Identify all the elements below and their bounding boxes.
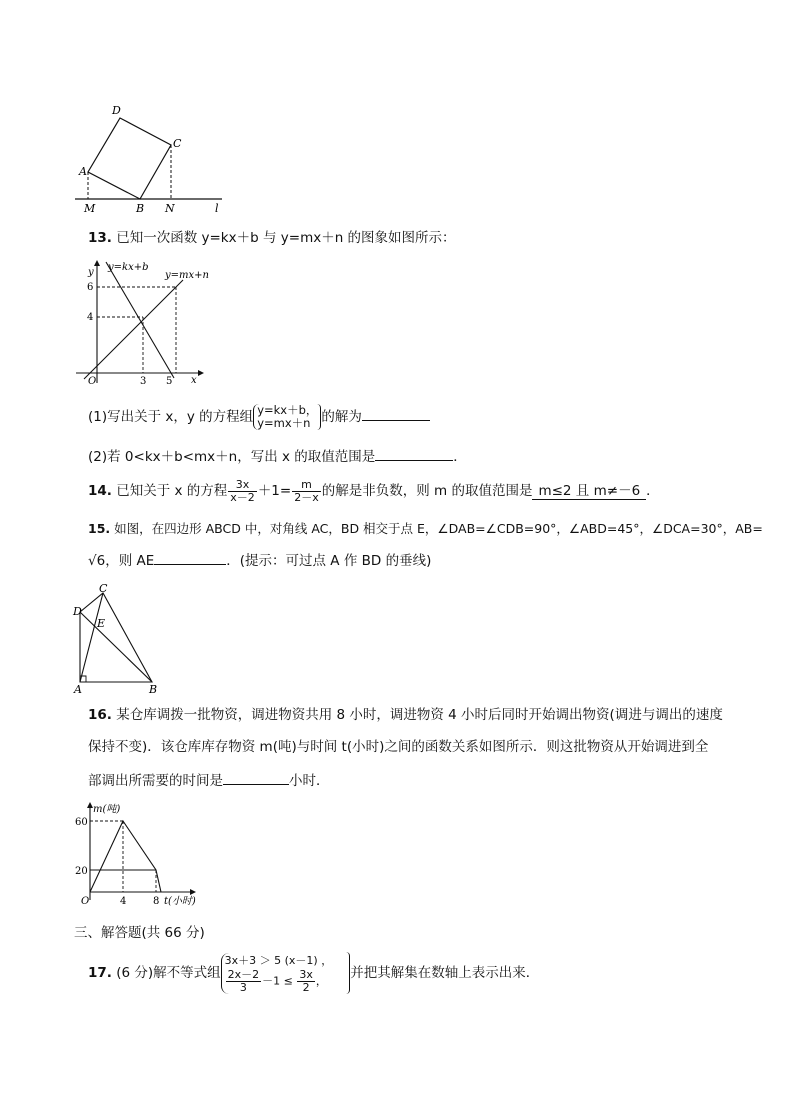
q17-number: 17. <box>88 965 112 981</box>
q13-part2-end: ． <box>453 449 467 465</box>
y-axis-label: m(吨) <box>93 804 121 815</box>
q13-part1-suffix: 的解为 <box>321 409 362 425</box>
label-B: B <box>136 202 145 215</box>
q13-function-graph <box>70 258 210 388</box>
q14 <box>88 476 660 506</box>
q17-frac1-num: 2x－2 <box>227 967 260 981</box>
q17-ineq2 <box>225 969 333 994</box>
q14-pre: 已知关于 x 的方程 <box>116 483 228 499</box>
q16-line1 <box>88 706 723 724</box>
q17-system <box>221 953 333 994</box>
q14-fraction-2 <box>292 479 321 504</box>
x-axis-label: t(小时) <box>164 896 196 907</box>
label-y-mx-n: y=mx+n <box>165 270 209 281</box>
label-A: A <box>79 165 87 178</box>
q13-number: 13. <box>88 230 112 246</box>
label-C: C <box>99 582 108 595</box>
q13-stem-text: 已知一次函数 y=kx＋b 与 y=mx＋n 的图象如图所示： <box>116 230 456 246</box>
q17-frac2-den: 2 <box>302 980 310 994</box>
q13-system <box>253 404 317 430</box>
q16-line3-post: 小时． <box>289 773 330 789</box>
q13-eq2: y=mx＋n <box>257 416 311 430</box>
q13-part1-prefix: (1)写出关于 x，y 的方程组 <box>88 409 254 425</box>
q15-line2 <box>88 550 431 570</box>
label-D: D <box>73 605 82 618</box>
q16-stock-graph <box>70 800 205 910</box>
q14-frac1-den: x－2 <box>230 490 255 504</box>
q17-ineq2-end: ， <box>315 974 327 987</box>
label-C: C <box>173 137 182 150</box>
q14-frac2-den: 2－x <box>294 490 319 504</box>
x-tick-8: 8 <box>153 896 160 907</box>
q13-answer1-blank[interactable] <box>362 406 430 421</box>
q15-quadrilateral-diagram <box>70 582 170 694</box>
x-tick-4: 4 <box>120 896 127 907</box>
q15-line2-pre: √6，则 AE <box>88 553 155 569</box>
q17-frac2-num: 3x <box>299 967 313 981</box>
label-A: A <box>74 683 82 694</box>
q14-fraction-1 <box>228 479 257 504</box>
q17-ineq2-mid: －1 ≤ <box>262 974 293 987</box>
q17 <box>88 952 539 994</box>
q17-post: 并把其解集在数轴上表示出来． <box>350 965 540 981</box>
y-tick-60: 60 <box>75 817 88 828</box>
q14-answer: m≤2 且 m≠－6 <box>532 483 646 500</box>
q16-number: 16. <box>88 707 112 723</box>
q15-line1-text: 如图，在四边形 ABCD 中，对角线 AC，BD 相交于点 E，∠DAB=∠CDB=90°，∠ABD=45°，∠DCA=30°，AB= <box>114 521 763 536</box>
q13-part1 <box>88 402 430 432</box>
q15-number: 15. <box>88 521 111 536</box>
q17-pre: (6 分)解不等式组 <box>116 965 221 981</box>
y-tick-20: 20 <box>75 866 88 877</box>
q16-line2-text: 保持不变)．该仓库库存物资 m(吨)与时间 t(小时)之间的函数关系如图所示．则这批物资从开始调进到全 <box>88 739 709 755</box>
q15-line2-post: ．(提示：可过点 A 作 BD 的垂线) <box>226 553 432 569</box>
q14-frac2-num: m <box>292 479 321 492</box>
q13-part2 <box>88 446 467 466</box>
q15-answer-blank[interactable] <box>154 550 226 565</box>
q13-answer2-blank[interactable] <box>375 446 453 461</box>
q13-stem <box>88 229 456 247</box>
q16-answer-blank[interactable] <box>223 770 289 785</box>
label-l: l <box>215 202 219 215</box>
x-tick-5: 5 <box>166 376 173 387</box>
section-3-text: 三、解答题(共 66 分) <box>74 925 205 941</box>
label-N: N <box>165 202 175 215</box>
x-axis-label: x <box>191 375 197 386</box>
q17-frac2 <box>297 969 315 994</box>
q13-eq1: y=kx＋b， <box>257 403 318 417</box>
q17-ineq1: 3x＋3 ＞ 5 (x－1) ， <box>224 953 333 967</box>
fig12-square-diagram <box>70 98 230 218</box>
origin-label: O <box>81 896 90 907</box>
q16-line3 <box>88 770 330 790</box>
q17-frac1-den: 3 <box>239 980 247 994</box>
label-B: B <box>149 683 158 694</box>
y-axis-label: y <box>88 267 94 278</box>
label-E: E <box>97 617 106 630</box>
x-tick-3: 3 <box>140 376 147 387</box>
q14-mid: ＋1= <box>257 483 292 499</box>
origin-label: O <box>88 376 97 387</box>
q16-line1-text: 某仓库调拨一批物资，调进物资共用 8 小时，调进物资 4 小时后同时开始调出物资(调进与调出的速度 <box>116 707 723 723</box>
q17-frac1 <box>226 969 262 994</box>
q16-line3-pre: 部调出所需要的时间是 <box>88 773 223 789</box>
q16-line2 <box>88 738 708 756</box>
label-D: D <box>112 104 121 117</box>
section-3-heading <box>74 924 205 942</box>
y-tick-4: 4 <box>87 312 94 323</box>
q14-end: ． <box>646 483 660 499</box>
q14-frac1-num: 3x <box>228 479 257 492</box>
q13-part2-text: (2)若 0<kx＋b<mx＋n，写出 x 的取值范围是 <box>88 449 376 465</box>
y-tick-6: 6 <box>87 282 94 293</box>
label-y-kx-b: y=kx+b <box>108 262 149 273</box>
label-M: M <box>84 202 96 215</box>
q14-number: 14. <box>88 483 112 499</box>
q14-post: 的解是非负数，则 m 的取值范围是 <box>321 483 533 499</box>
q15-line1 <box>88 520 763 538</box>
